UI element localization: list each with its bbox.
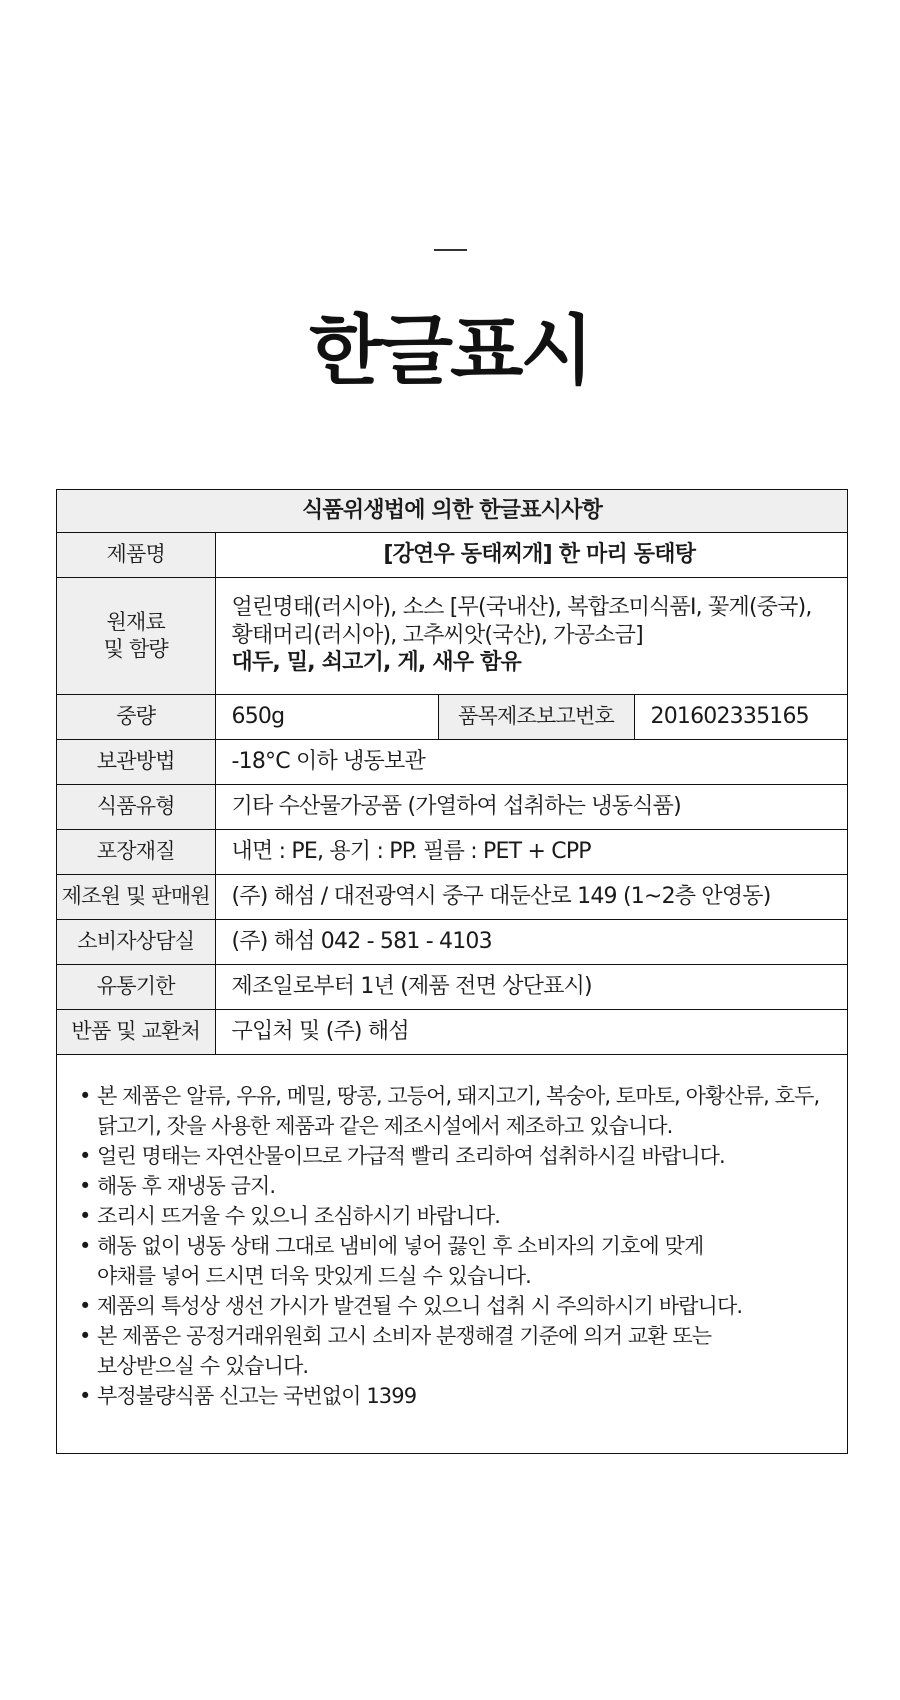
label-heading-row <box>57 490 847 532</box>
report-number-value: 201602335165 <box>634 694 847 739</box>
manufacturer-value: (주) 해섬 / 대전광역시 중구 대둔산로 149 (1~2층 안영동) <box>215 874 847 919</box>
food-label-table <box>57 490 847 1055</box>
storage-key: 보관방법 <box>57 739 215 784</box>
ingredients-text: 얼린명태(러시아), 소스 [무(국내산), 복합조미식품I, 꽃게(중국), 황태머리(러시아), 고추씨앗(국산), 가공소금] <box>231 595 812 648</box>
list-item: • 해동 없이 냉동 상태 그대로 냄비에 넣어 끓인 후 소비자의 기호에 맞게 야채를 넣어 드시면 더욱 맛있게 드실 수 있습니다. <box>79 1231 837 1291</box>
consumer-center-row <box>57 919 847 964</box>
ingredients-value <box>215 577 847 694</box>
expiry-key: 유통기한 <box>57 964 215 1009</box>
manufacturer-key: 제조원 및 판매원 <box>57 874 215 919</box>
returns-row <box>57 1009 847 1054</box>
storage-row <box>57 739 847 784</box>
page-title: 한글표시 <box>309 306 591 395</box>
food-label-box <box>56 489 848 1454</box>
weight-row <box>57 694 847 739</box>
weight-key: 중량 <box>57 694 215 739</box>
ingredients-key <box>57 577 215 694</box>
ingredients-row <box>57 577 847 694</box>
list-item: • 본 제품은 알류, 우유, 메밀, 땅콩, 고등어, 돼지고기, 복숭아, 토마토, 아황산류, 호두, 닭고기, 잣을 사용한 제품과 같은 제조시설에서 제조하고 있습니다. <box>79 1081 837 1141</box>
allergen-text: 대두, 밀, 쇠고기, 게, 새우 함유 <box>231 650 521 676</box>
title-dash-divider <box>434 249 467 251</box>
returns-key: 반품 및 교환처 <box>57 1009 215 1054</box>
manufacturer-row <box>57 874 847 919</box>
packaging-key: 포장재질 <box>57 829 215 874</box>
food-type-value: 기타 수산물가공품 (가열하여 섭취하는 냉동식품) <box>215 784 847 829</box>
food-type-row <box>57 784 847 829</box>
expiry-row <box>57 964 847 1009</box>
consumer-center-value: (주) 해섬 042 - 581 - 4103 <box>215 919 847 964</box>
packaging-value: 내면 : PE, 용기 : PP. 필름 : PET + CPP <box>215 829 847 874</box>
ingredients-key-line2: 및 함량 <box>103 636 168 661</box>
label-heading: 식품위생법에 의한 한글표시사항 <box>57 490 847 532</box>
storage-value: -18°C 이하 냉동보관 <box>215 739 847 784</box>
consumer-center-key: 소비자상담실 <box>57 919 215 964</box>
report-number-key: 품목제조보고번호 <box>438 694 634 739</box>
ingredients-key-line1: 원재료 <box>106 610 165 635</box>
returns-value: 구입처 및 (주) 해섬 <box>215 1009 847 1054</box>
weight-value: 650g <box>215 694 438 739</box>
packaging-row <box>57 829 847 874</box>
list-item: • 본 제품은 공정거래위원회 고시 소비자 분쟁해결 기준에 의거 교환 또는 보상받으실 수 있습니다. <box>79 1321 837 1381</box>
expiry-value: 제조일로부터 1년 (제품 전면 상단표시) <box>215 964 847 1009</box>
list-item: • 얼린 명태는 자연산물이므로 가급적 빨리 조리하여 섭취하시길 바랍니다. <box>79 1141 837 1171</box>
list-item: • 조리시 뜨거울 수 있으니 조심하시기 바랍니다. <box>79 1201 837 1231</box>
product-name-key: 제품명 <box>57 532 215 577</box>
notes-list <box>57 1055 847 1411</box>
list-item: • 제품의 특성상 생선 가시가 발견될 수 있으니 섭취 시 주의하시기 바랍니다. <box>79 1291 837 1321</box>
list-item: • 해동 후 재냉동 금지. <box>79 1171 837 1201</box>
product-name-row <box>57 532 847 577</box>
food-type-key: 식품유형 <box>57 784 215 829</box>
product-name-value: [강연우 동태찌개] 한 마리 동태탕 <box>215 532 847 577</box>
list-item: • 부정불량식품 신고는 국번없이 1399 <box>79 1381 837 1411</box>
